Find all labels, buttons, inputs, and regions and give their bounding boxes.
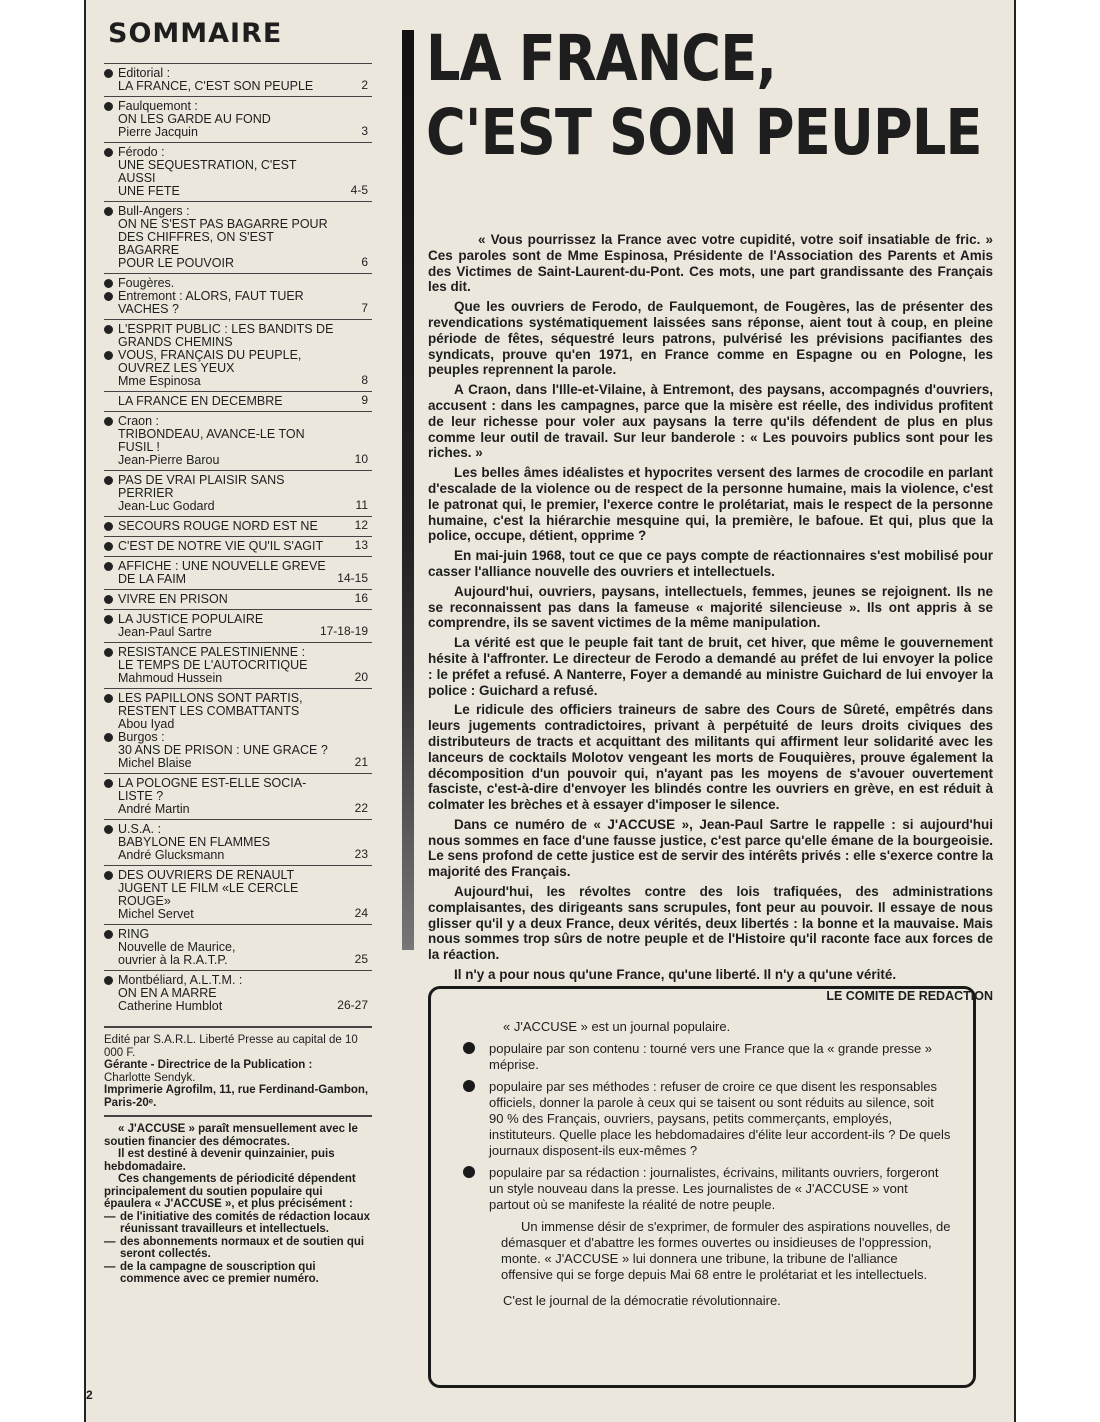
toc-line-text: Michel Servet <box>118 907 194 921</box>
article-paragraph: A Craon, dans l'Ille-et-Vilaine, à Entremont, des paysans, accompagnés d'ouvriers, accusent : dans les campagnes, parce que la misère est réelle, des individus profitent de leur richesse pour voler aux paysans la terre qu'ils défendent de plus en plus comme leur outil de travail. Sur leur banderole : « Les pouvoirs publics sont pour les riches. » <box>428 382 993 461</box>
article-paragraph: « Vous pourrissez la France avec votre cupidité, votre soif insatiable de fric. » Ces paroles sont de Mme Espinosa, Présidente de l'Association des Parents et Amis des Victimes de Saint-Laurent-du-Pont. Ces mots, une part grandissante des Français les dit. <box>428 232 993 295</box>
article-paragraph: En mai-juin 1968, tout ce que ce pays compte de réactionnaires s'est mobilisé pour casser l'alliance nouvelle des ouvriers et intellectuels. <box>428 548 993 579</box>
bullet-dot-icon <box>104 733 113 742</box>
toc-line-text: L'ESPRIT PUBLIC : LES BANDITS DE <box>118 322 334 336</box>
toc-line <box>104 80 372 93</box>
toc-entry <box>104 411 372 470</box>
toc-line <box>104 954 372 967</box>
toc-line-text: Nouvelle de Maurice, <box>118 940 236 954</box>
bullet-dot-icon <box>104 417 113 426</box>
box-intro: « J'ACCUSE » est un journal populaire. <box>503 1019 731 1034</box>
imprint <box>104 1026 372 1109</box>
toc-page-number: 20 <box>354 670 368 684</box>
box-closing: C'est le journal de la démocratie révolutionnaire. <box>503 1293 781 1308</box>
toc-page-number: 23 <box>354 847 368 861</box>
toc-page-number: 9 <box>361 393 368 407</box>
toc-entry <box>104 201 372 273</box>
toc-line-text: GRANDS CHEMINS <box>118 335 233 349</box>
toc-line-text: Faulquemont : <box>118 99 198 113</box>
toc-line-text: Editorial : <box>118 66 171 80</box>
toc-line <box>104 231 372 257</box>
bullet-dot-icon <box>104 102 113 111</box>
toc-line-text: UNE SEQUESTRATION, C'EST AUSSI <box>118 158 297 185</box>
toc-line-text: VACHES ? <box>118 302 179 316</box>
toc-line <box>104 672 372 685</box>
toc-line <box>104 454 372 467</box>
bullet-dot-icon <box>104 694 113 703</box>
bullet-dot-icon <box>104 522 113 531</box>
toc-page-number: 10 <box>354 452 368 466</box>
bullet-dot-icon <box>104 615 113 624</box>
toc-line <box>104 520 372 533</box>
toc-line-text: Entremont : ALORS, FAUT TUER <box>118 289 304 303</box>
article-signature: LE COMITE DE REDACTION <box>826 988 993 1003</box>
toc-line-text: BABYLONE EN FLAMMES <box>118 835 271 849</box>
toc-line-text: RING <box>118 927 150 941</box>
imprint-director-label: Gérante - Directrice de la Publication : <box>104 1059 313 1071</box>
toc-entry <box>104 96 372 142</box>
toc-page-number: 4-5 <box>350 183 368 197</box>
notice-item: — de la campagne de souscription qui commence avec ce premier numéro. <box>104 1261 372 1286</box>
title-line-2: C'EST SON PEUPLE <box>426 96 982 169</box>
toc-list <box>104 63 372 1016</box>
toc-line-text: ouvrier à la R.A.T.P. <box>118 953 228 967</box>
bullet-dot-icon <box>104 207 113 216</box>
article-paragraph: La vérité est que le peuple fait tant de bruit, cet hiver, que même le gouvernement hésite à l'affronter. Le directeur de Ferodo a demandé au préfet de lui envoyer la police : le préfet a refusé. A Nanterre, Foyer a demandé au ministre Guichard de lui envoyer la police : Guichard a refusé. <box>428 635 993 698</box>
editorial-body <box>428 232 993 1009</box>
toc-entry <box>104 924 372 970</box>
toc-line <box>104 573 372 586</box>
toc-line-text: TRIBONDEAU, AVANCE-LE TON <box>118 427 305 441</box>
toc-line-text: Mme Espinosa <box>118 374 201 388</box>
toc-entry <box>104 865 372 924</box>
article-paragraph: Dans ce numéro de « J'ACCUSE », Jean-Paul Sartre le rappelle : si aujourd'hui nous sommes en face d'une fausse justice, c'est parce qu'elle émane de la bourgeoisie. Le sens profond de cette justice est de servir des intérêts privés : elle s'exerce contre la majorité des Français. <box>428 816 993 880</box>
toc-line-text: Craon : <box>118 414 159 428</box>
toc-page-number: 6 <box>361 255 368 269</box>
toc-line-text: U.S.A. : <box>118 822 162 836</box>
article-paragraph: Le ridicule des officiers traineurs de sabre des Cours de Sûreté, empêtrés dans leurs jugements contradictoires, privant à perpétuité de leurs droits civiques des distributeurs de tracts et acquittant des militants qui affirment leur solidarité avec les lanceurs de cocktails Molotov vengeant les morts de Fouquières, prouve également la décomposition d'un pouvoir qui, n'ayant pas les moyens de s'avouer ouvertement fasciste, c'est-à-dire d'envoyer les blindés contre les ouvriers en grève, en est réduit à colmater les brèches et à essayer d'imposer le silence. <box>428 702 993 813</box>
article-paragraph: Que les ouvriers de Ferodo, de Faulquemont, de Fougères, las de présenter des revendications systématiquement laissées sans réponse, aient tout à coup, en pleine période de fêtes, séquestré leurs patrons, pulvérisé les prévisions pacifiantes des syndicats, prouve qu'en 1971, en France comme en Espagne ou en Pologne, les peuples reprennent la parole. <box>428 299 993 378</box>
toc-line-text: Michel Blaise <box>118 756 192 770</box>
toc-line-text: LA POLOGNE EST-ELLE SOCIA- <box>118 776 307 790</box>
toc-line-text: Jean-Pierre Barou <box>118 453 220 467</box>
toc-entry <box>104 142 372 201</box>
toc-line-text: Pierre Jacquin <box>118 125 198 139</box>
toc-page-number: 24 <box>354 906 368 920</box>
toc-entry <box>104 556 372 589</box>
bullet-dot-icon <box>104 542 113 551</box>
toc-line-text: PAS DE VRAI PLAISIR SANS <box>118 473 285 487</box>
toc-line <box>104 126 372 139</box>
toc-line-text: Mahmoud Hussein <box>118 671 223 685</box>
imprint-printer: Imprimerie Agrofilm, 11, rue Ferdinand-Gambon, Paris-20ᵉ. <box>104 1084 369 1109</box>
toc-line-text: LA JUSTICE POPULAIRE <box>118 612 264 626</box>
toc-line-text: 30 ANS DE PRISON : UNE GRACE ? <box>118 743 328 757</box>
notice-p2: Il est destiné à devenir quinzainier, puis hebdomadaire. <box>104 1148 335 1173</box>
toc-entry <box>104 63 372 96</box>
toc-page-number: 17-18-19 <box>319 624 368 638</box>
box-bullet <box>463 1165 951 1213</box>
toc-page-number: 22 <box>354 801 368 815</box>
box-bullet <box>463 1041 951 1073</box>
toc-entry <box>104 609 372 642</box>
toc-line <box>104 540 372 553</box>
toc-page-number: 13 <box>354 538 368 552</box>
toc-line-text: DES CHIFFRES, ON S'EST BAGARRE <box>118 230 274 257</box>
table-of-contents <box>104 18 372 1286</box>
toc-entry <box>104 470 372 516</box>
bullet-dot-icon <box>463 1042 475 1054</box>
bullet-dot-icon <box>104 562 113 571</box>
box-bullet-text: populaire par ses méthodes : refuser de croire ce que disent les responsables officiels, donner la parole à ceux qui se taisent ou sont réduits au silence, soit 90 % des Français, ouvriers, paysans, petits commerçants, employés, instituteurs. Quelle place les hebdomadaires d'élite leur accordent-ils ? De quels journaux disposent-ils eux-mêmes ? <box>489 1079 951 1158</box>
box-bullet-text: populaire par sa rédaction : journalistes, écrivains, militants ouvriers, forgeront un style nouveau dans la presse. Les journalistes de « J'ACCUSE » vont partout où se manifeste la réalité de notre peuple. <box>489 1165 939 1212</box>
notice-list <box>104 1211 372 1286</box>
article-paragraph: Aujourd'hui, ouvriers, paysans, intellectuels, femmes, jeunes se rejoignent. Ils ne se reconnaissent pas dans la fameuse « majorité silencieuse ». Ils ont appris à se comprendre, ils se savent victimes de la même manipulation. <box>428 583 993 631</box>
toc-line-text: Catherine Humblot <box>118 999 223 1013</box>
bullet-dot-icon <box>104 871 113 880</box>
toc-line-text: DES OUVRIERS DE RENAULT <box>118 868 295 882</box>
newspaper-page <box>84 0 1016 1422</box>
article-paragraph: Aujourd'hui, les révoltes contre des lois trafiquées, des administrations complaisantes, des dirigeants sans scrupules, font peur au pouvoir. Il essaye de nous glisser qu'il y a deux France, deux vérités, deux libertés : la bonne et la mauvaise. Mais nous sommes trop sûrs de notre peuple et de l'Histoire qu'il raconte face aux forces de la réaction. <box>428 884 993 963</box>
toc-entry <box>104 970 372 1016</box>
toc-page-number: 16 <box>354 591 368 605</box>
toc-line-text: ROUGE» <box>118 894 171 908</box>
toc-page-number: 3 <box>361 124 368 138</box>
imprint-director: Charlotte Sendyk. <box>104 1071 196 1084</box>
bullet-dot-icon <box>104 69 113 78</box>
toc-line-text: Abou Iyad <box>118 717 175 731</box>
toc-entry <box>104 516 372 536</box>
toc-page-number: 2 <box>361 78 368 92</box>
toc-line <box>104 185 372 198</box>
box-paragraph: Un immense désir de s'exprimer, de formuler des aspirations nouvelles, de démasquer et d'abattre les formes ouvertes ou insidieuses de l'oppression, monte. « J'ACCUSE » lui donnera une tribune, la tribune de l'alliance offensive qui se forge depuis Mai 68 entre le prolétariat et les intellectuels. <box>501 1219 951 1282</box>
bullet-dot-icon <box>104 595 113 604</box>
toc-line <box>104 159 372 185</box>
toc-line <box>104 395 372 408</box>
toc-line-text: VIVRE EN PRISON <box>118 592 228 606</box>
bullet-dot-icon <box>104 976 113 985</box>
notice-item: — de l'initiative des comités de rédaction locaux réunissant travailleurs et intellectuels. <box>104 1211 372 1236</box>
toc-page-number: 21 <box>354 755 368 769</box>
toc-line-text: LES PAPILLONS SONT PARTIS, <box>118 691 303 705</box>
toc-entry <box>104 273 372 319</box>
vertical-rule <box>402 30 414 950</box>
toc-line <box>104 908 372 921</box>
toc-line-text: RESTENT LES COMBATTANTS <box>118 704 300 718</box>
manifesto-box <box>428 986 976 1388</box>
toc-line-text: ON NE S'EST PAS BAGARRE POUR <box>118 217 328 231</box>
toc-line-text: FUSIL ! <box>118 440 160 454</box>
toc-entry <box>104 688 372 773</box>
toc-page-number: 7 <box>361 301 368 315</box>
toc-line-text: Fougères. <box>118 276 175 290</box>
toc-line <box>104 757 372 770</box>
toc-line <box>104 500 372 513</box>
toc-page-number: 12 <box>354 518 368 532</box>
toc-line-text: Férodo : <box>118 145 165 159</box>
toc-line-text: POUR LE POUVOIR <box>118 256 234 270</box>
publication-notice <box>104 1115 372 1286</box>
toc-entry <box>104 391 372 411</box>
toc-entry <box>104 642 372 688</box>
bullet-dot-icon <box>104 476 113 485</box>
article-title <box>426 22 982 170</box>
toc-line <box>104 303 372 316</box>
toc-line-text: DE LA FAIM <box>118 572 187 586</box>
toc-line-text: VOUS, FRANÇAIS DU PEUPLE, <box>118 348 302 362</box>
toc-line-text: ON LES GARDE AU FOND <box>118 112 271 126</box>
toc-entry <box>104 819 372 865</box>
toc-line-text: UNE FETE <box>118 184 180 198</box>
imprint-publisher: Edité par S.A.R.L. Liberté Presse au capital de 10 000 F. <box>104 1034 358 1059</box>
title-line-1: LA FRANCE, <box>426 22 777 95</box>
box-bullet <box>463 1079 951 1159</box>
toc-line-text: LA FRANCE EN DECEMBRE <box>118 394 283 408</box>
toc-line-text: LISTE ? <box>118 789 164 803</box>
toc-line-text: Jean-Paul Sartre <box>118 625 212 639</box>
toc-line-text: SECOURS ROUGE NORD EST NE <box>118 519 318 533</box>
toc-line-text: André Martin <box>118 802 190 816</box>
toc-page-number: 11 <box>355 498 368 512</box>
toc-line-text: AFFICHE : UNE NOUVELLE GREVE <box>118 559 326 573</box>
toc-line-text: Burgos : <box>118 730 165 744</box>
notice-p1: « J'ACCUSE » paraît mensuellement avec le soutien financier des démocrates. <box>104 1123 358 1148</box>
notice-p3: Ces changements de périodicité dépendent principalement du soutien populaire qui épaulera « J'ACCUSE », et plus précisément : <box>104 1173 356 1210</box>
bullet-dot-icon <box>104 279 113 288</box>
toc-line <box>104 257 372 270</box>
toc-line-text: C'EST DE NOTRE VIE QU'IL S'AGIT <box>118 539 324 553</box>
toc-line-text: PERRIER <box>118 486 174 500</box>
toc-page-number: 25 <box>354 952 368 966</box>
bullet-dot-icon <box>463 1080 475 1092</box>
toc-entry <box>104 319 372 391</box>
toc-entry <box>104 773 372 819</box>
bullet-dot-icon <box>104 930 113 939</box>
toc-line-text: OUVREZ LES YEUX <box>118 361 235 375</box>
toc-line-text: Jean-Luc Godard <box>118 499 215 513</box>
toc-line <box>104 375 372 388</box>
box-bullet-text: populaire par son contenu : tourné vers une France que la « grande presse » méprise. <box>489 1041 933 1072</box>
bullet-dot-icon <box>104 351 113 360</box>
bullet-dot-icon <box>104 648 113 657</box>
bullet-dot-icon <box>104 292 113 301</box>
toc-line <box>104 593 372 606</box>
toc-page-number: 26-27 <box>337 998 368 1012</box>
bullet-dot-icon <box>104 779 113 788</box>
toc-line-text: RESISTANCE PALESTINIENNE : <box>118 645 306 659</box>
toc-line-text: ON EN A MARRE <box>118 986 217 1000</box>
toc-line-text: Bull-Angers : <box>118 204 190 218</box>
toc-line-text: André Glucksmann <box>118 848 225 862</box>
toc-line-text: Montbéliard, A.L.T.M. : <box>118 973 243 987</box>
toc-line-text: LE TEMPS DE L'AUTOCRITIQUE <box>118 658 308 672</box>
article-paragraph: Les belles âmes idéalistes et hypocrites versent des larmes de crocodile en parlant d'escalade de la violence ou de respect de la personne humaine, mais la violence, c'est le patronat qui, le premier, l'exerce contre le prolétariat, mais le respect de la personne humaine, c'est la hiérarchie mesquine qui, la première, le bafoue. Et qui, plus que la police, occupe, détient, opprime ? <box>428 465 993 544</box>
toc-line-text: LA FRANCE, C'EST SON PEUPLE <box>118 79 314 93</box>
toc-line <box>104 1000 372 1013</box>
toc-line <box>104 849 372 862</box>
bullet-dot-icon <box>104 148 113 157</box>
bullet-dot-icon <box>463 1166 475 1178</box>
toc-entry <box>104 536 372 556</box>
toc-line <box>104 803 372 816</box>
sommaire-title: SOMMAIRE <box>108 18 283 49</box>
bullet-dot-icon <box>104 825 113 834</box>
bullet-dot-icon <box>104 325 113 334</box>
toc-entry <box>104 589 372 609</box>
notice-item: — des abonnements normaux et de soutien qui seront collectés. <box>104 1236 372 1261</box>
article-paragraph: Il n'y a pour nous qu'une France, qu'une liberté. Il n'y a qu'une vérité. <box>454 967 897 983</box>
toc-line-text: JUGENT LE FILM «LE CERCLE <box>118 881 299 895</box>
toc-page-number: 14-15 <box>337 571 368 585</box>
page-number: 2 <box>86 1388 93 1402</box>
toc-page-number: 8 <box>361 373 368 387</box>
